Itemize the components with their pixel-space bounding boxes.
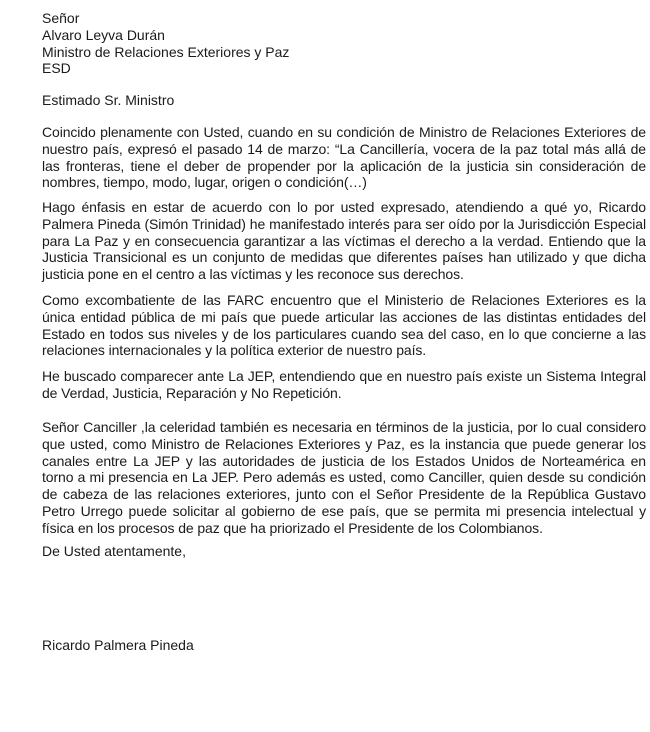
paragraph-5: Señor Canciller ,la celeridad también es necesaria en términos de la justicia, por lo cual considero que usted, como Ministro de Relaciones Exteriores y Paz, es la instancia que puede generar los canales entre La JEP y las autoridades de justicia de los Estados Unidos de Norteamérica en torno a mi presencia en La JEP. Pero además es usted, como Canciller, quien desde su condición de cabeza de las relaciones exteriores, junto con el Señor Presidente de la República Gustavo Petro Urrego puede solicitar al gobierno de ese país, que se permita mi presencia intelectual y física en los procesos de paz que ha priorizado el Presidente de los Colombianos. [42, 419, 646, 536]
closing: De Usted atentamente, [42, 543, 186, 559]
recipient-name: Alvaro Leyva Durán [42, 26, 165, 43]
recipient-honorific: Señor [42, 10, 80, 26]
recipient-esd: ESD [42, 60, 71, 77]
recipient-block [42, 10, 646, 77]
paragraph-2: Hago énfasis en estar de acuerdo con lo por usted expresado, atendiendo a qué yo, Ricardo Palmera Pineda (Simón Trinidad) he manifestado interés para ser oído por la Jurisdicción Especial para La Paz y en consecuencia garantizar a las víctimas el derecho a la verdad. Entiendo que la Justicia Transicional es un conjunto de medidas que diferentes países han utilizado y que dicha justicia pone en el centro a las víctimas y les reconoce sus derechos. [42, 199, 646, 283]
recipient-title: Ministro de Relaciones Exteriores y Paz [42, 43, 290, 60]
paragraph-4: He buscado comparecer ante La JEP, entendiendo que en nuestro país existe un Sistema Integral de Verdad, Justicia, Reparación y No Repetición. [42, 368, 646, 401]
salutation: Estimado Sr. Ministro [42, 92, 175, 108]
paragraph-1: Coincido plenamente con Usted, cuando en su condición de Ministro de Relaciones Exteriores de nuestro país, expresó el pasado 14 de marzo: “La Cancillería, vocera de la paz total más allá de las fronteras, tiene el deber de propender por la aplicación de la justicia sin consideración de nombres, tiempo, modo, lugar, origen o condición(…) [42, 124, 646, 191]
paragraph-3: Como excombatiente de las FARC encuentro que el Ministerio de Relaciones Exteriores es la única entidad pública de mi país que puede articular las acciones de las distintas entidades del Estado en todos sus niveles y de los particulares cuando sea del caso, en lo que concierne a las relaciones internacionales y la política exterior de nuestro país. [42, 292, 646, 359]
signature-name: Ricardo Palmera Pineda [42, 637, 194, 653]
